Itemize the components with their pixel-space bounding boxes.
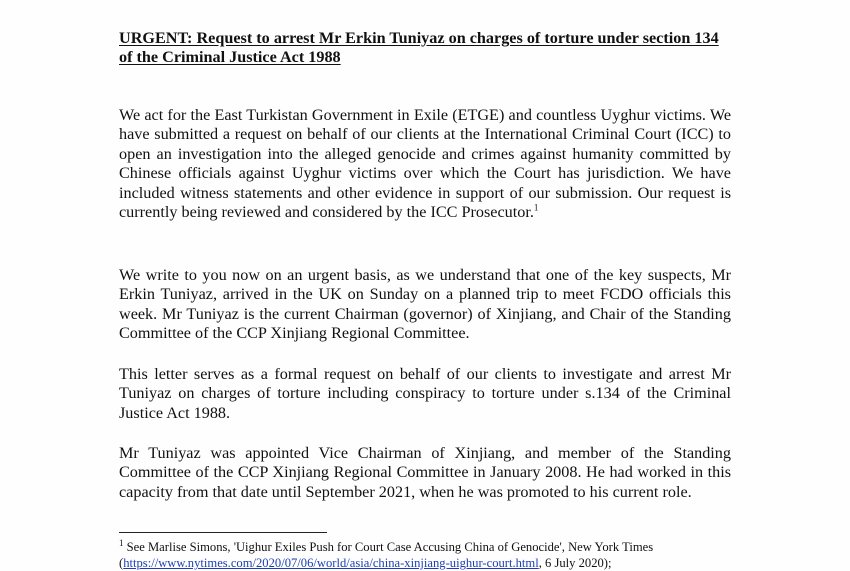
footnote-text-after: , 6 July 2020); [538,556,612,570]
footnote-text-before: See Marlise Simons, 'Uighur Exiles Push for Court Case Accusing China of Genocide', New York Times ( [119,540,654,570]
footnote-link[interactable]: https://www.nytimes.com/2020/07/06/world/asia/china-xinjiang-uighur-court.html [123,556,539,570]
paragraph-appointment-history: Mr Tuniyaz was appointed Vice Chairman of Xinjiang, and member of the Standing Committee of the CCP Xinjiang Regional Committee in January 2008. He had worked in this capacity from that date until September 2021, when he was promoted to his current role. [119,444,731,501]
footnote-divider [119,532,327,533]
paragraph-formal-request: This letter serves as a formal request on behalf of our clients to investigate and arrest Mr Tuniyaz on charges of torture including conspiracy to torture under s.134 of the Criminal Justice Act 1988. [119,365,731,422]
footnote [119,539,734,571]
footnote-number: 1 [119,537,124,548]
letter-heading: URGENT: Request to arrest Mr Erkin Tuniyaz on charges of torture under section 134 of the Criminal Justice Act 1988 [119,29,719,66]
paragraph-urgent-basis: We write to you now on an urgent basis, as we understand that one of the key suspects, Mr Erkin Tuniyaz, arrived in the UK on Sunday on a planned trip to meet FCDO officials this week. Mr Tuniyaz is the current Chairman (governor) of Xinjiang, and Chair of the Standing Committee of the CCP Xinjiang Regional Committee. [119,266,731,343]
footnote-reference[interactable]: 1 [533,202,539,213]
paragraph-etge-icc-request [119,106,731,222]
paragraph-text: We act for the East Turkistan Government in Exile (ETGE) and countless Uyghur victims. We have submitted a request on behalf of our clients at the International Criminal Court (ICC) to open an investigation into the alleged genocide and crimes against humanity committed by Chinese officials against Uyghur victims over which the Court has jurisdiction. We have included witness statements and other evidence in support of our submission. Our request is currently being reviewed and considered by the ICC Prosecutor. [119,106,731,222]
